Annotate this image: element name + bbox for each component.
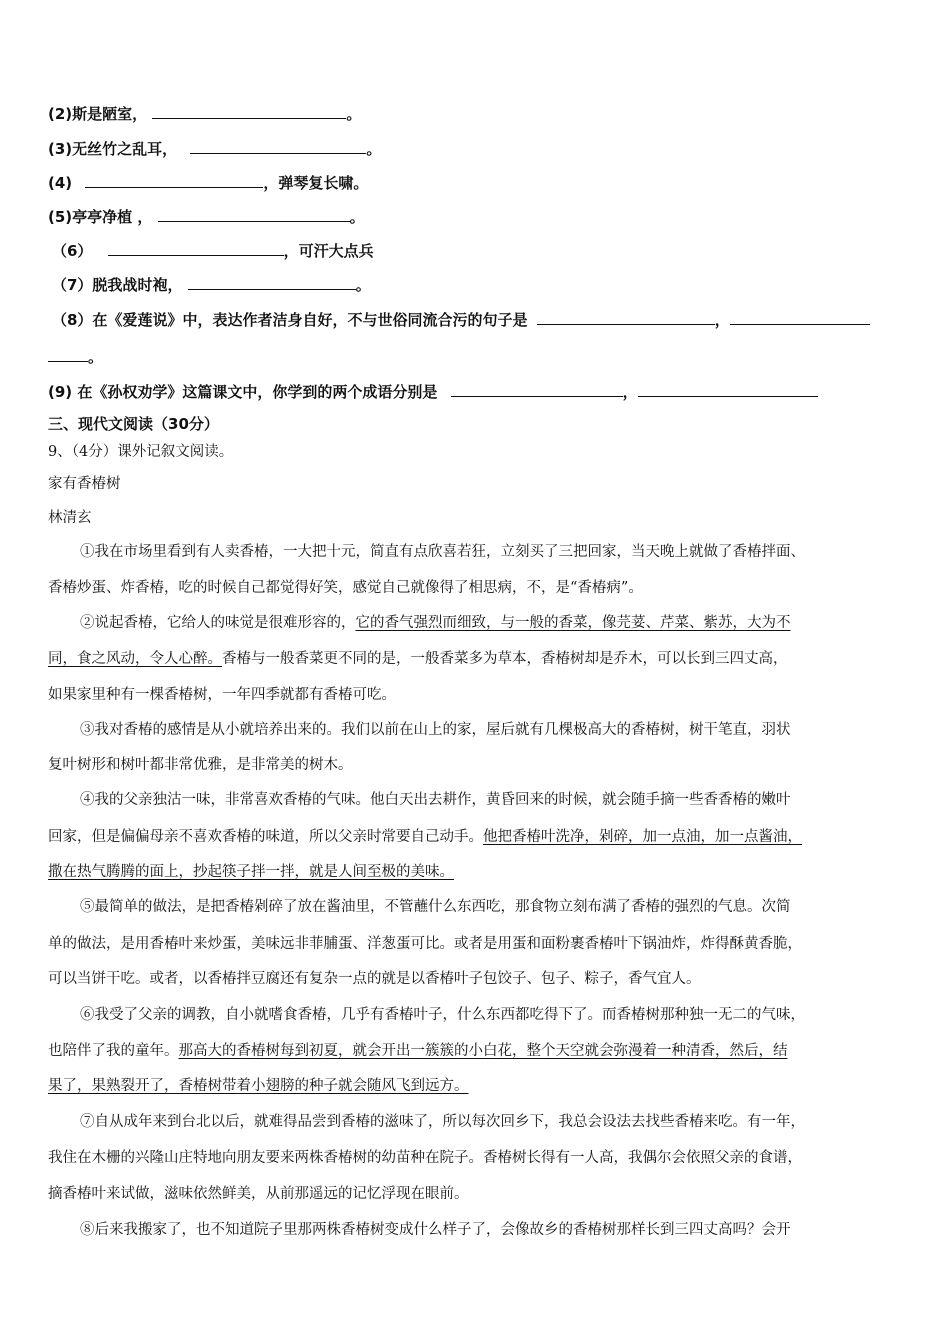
question-5: (5)亭亭净植 ， 。	[48, 208, 365, 226]
answer-blank-4[interactable]	[85, 173, 263, 188]
paragraph-8-line-1: ⑧后来我搬家了，也不知道院子里那两株香椿树变成什么样子了，会像故乡的香椿树那样长到三四丈高吗？会开	[80, 1222, 791, 1238]
question-8: （8）在《爱莲说》中，表达作者洁身自好，不与世俗同流合污的句子是 ，	[52, 309, 870, 330]
underlined-sentence-2: 它的香气强烈而细致，与一般的香菜，像芫荽、芹菜、紫苏，大为不	[355, 615, 791, 631]
paragraph-1-line-2: 香椿炒蛋、炸香椿，吃的时候自己都觉得好笑，感觉自己就像得了相思病，不，是“香椿病”。	[48, 580, 643, 596]
question-6: （6） ，可汗大点兵	[52, 242, 374, 260]
question-2: (2)斯是陋室， 。	[48, 105, 362, 123]
answer-blank-9b[interactable]	[638, 382, 818, 397]
answer-blank-5[interactable]	[158, 207, 350, 222]
paragraph-6-line-2: 也陪伴了我的童年。那高大的香椿树每到初夏，就会开出一簇簇的小白花，整个天空就会弥漫着一种清香，然后，结	[48, 1043, 788, 1059]
paragraph-7-line-1: ⑦自从成年来到台北以后，就难得品尝到香椿的滋味了，所以每次回乡下，我总会设法去找些香椿来吃。有一年，	[80, 1114, 805, 1130]
paragraph-6-line-3: 果了，果熟裂开了，香椿树带着小翅膀的种子就会随风飞到远方。	[48, 1078, 469, 1094]
answer-blank-6[interactable]	[108, 241, 284, 256]
paragraph-2-line-3: 如果家里种有一棵香椿树，一年四季就都有香椿可吃。	[48, 687, 396, 703]
paragraph-4-line-1: ④我的父亲独沽一味，非常喜欢香椿的气味。他白天出去耕作，黄昏回来的时候，就会随手摘一些香香椿的嫩叶	[80, 792, 791, 808]
paragraph-4-line-2: 回家，但是偏偏母亲不喜欢香椿的味道，所以父亲时常要自己动手。他把香椿叶洗净，剁碎，加一点油，加一点酱油，	[48, 829, 802, 845]
section-heading: 三、现代文阅读（30分）	[48, 415, 219, 433]
article-author: 林清玄	[48, 510, 92, 526]
paragraph-1-line-1: ①我在市场里看到有人卖香椿，一大把十元，简直有点欣喜若狂，立刻买了三把回家，当天晚上就做了香椿拌面、	[80, 544, 805, 560]
question-3: (3)无丝竹之乱耳， 。	[48, 140, 382, 158]
paragraph-7-line-2: 我住在木栅的兴隆山庄特地向朋友要来两株香椿树的幼苗种在院子。香椿树长得有一人高，我偶尔会依照父亲的食谱，	[48, 1150, 802, 1166]
paragraph-2-line-1: ②说起香椿，它给人的味觉是很难形容的，它的香气强烈而细致，与一般的香菜，像芫荽、芹菜、紫苏，大为不	[80, 615, 791, 631]
question-9-instruction: 9、（4分）课外记叙文阅读。	[48, 444, 234, 460]
paragraph-5-line-3: 可以当饼干吃。或者，以香椿拌豆腐还有复杂一点的就是以香椿叶子包饺子、包子、粽子，香气宜人。	[48, 971, 701, 987]
underlined-sentence-4: 他把香椿叶洗净，剁碎，加一点油，加一点酱油，	[483, 829, 802, 845]
paragraph-7-line-3: 摘香椿叶来试做，滋味依然鲜美，从前那遥远的记忆浮现在眼前。	[48, 1186, 469, 1202]
paragraph-6-line-1: ⑥我受了父亲的调教，自小就嗜食香椿，几乎有香椿叶子，什么东西都吃得下了。而香椿树那种独一无二的气味，	[80, 1007, 805, 1023]
question-7: （7）脱我战时袍， 。	[52, 276, 371, 294]
paragraph-3-line-1: ③我对香椿的感情是从小就培养出来的。我们以前在山上的家，屋后就有几棵极高大的香椿树，树干笔直，羽状	[80, 722, 791, 738]
underlined-sentence-6: 那高大的香椿树每到初夏，就会开出一簇簇的小白花，整个天空就会弥漫着一种清香，然后，结	[178, 1043, 788, 1059]
answer-blank-8b-cont[interactable]	[48, 347, 88, 362]
answer-blank-8a[interactable]	[537, 310, 715, 325]
answer-blank-9a[interactable]	[451, 382, 623, 397]
question-9: (9) 在《孙权劝学》这篇课文中，你学到的两个成语分别是 ，	[48, 381, 818, 402]
paragraph-2-line-2: 同，食之风动，令人心醉。香椿与一般香菜更不同的是，一般香菜多为草本，香椿树却是乔木，可以长到三四丈高，	[48, 651, 788, 667]
answer-blank-7[interactable]	[188, 275, 356, 290]
paragraph-5-line-1: ⑤最简单的做法，是把香椿剁碎了放在酱油里，不管蘸什么东西吃，那食物立刻布满了香椿的强烈的气息。次简	[80, 899, 791, 915]
underlined-sentence-2-end: 同，食之风动，令人心醉。	[48, 651, 222, 667]
question-4: (4) ，弹琴复长啸。	[48, 174, 369, 192]
answer-blank-8b[interactable]	[730, 310, 870, 325]
question-8-continued: 。	[48, 346, 103, 367]
paragraph-5-line-2: 单的做法，是用香椿叶来炒蛋，美味远非菲脯蛋、洋葱蛋可比。或者是用蛋和面粉裹香椿叶下锅油炸，炸得酥黄香脆，	[48, 936, 802, 952]
paragraph-3-line-2: 复叶树形和树叶都非常优雅，是非常美的树木。	[48, 757, 353, 773]
answer-blank-2[interactable]	[152, 104, 346, 119]
article-title: 家有香椿树	[48, 476, 121, 492]
answer-blank-3[interactable]	[190, 139, 366, 154]
paragraph-4-line-3: 撒在热气腾腾的面上，抄起筷子拌一拌，就是人间至极的美味。	[48, 864, 454, 880]
